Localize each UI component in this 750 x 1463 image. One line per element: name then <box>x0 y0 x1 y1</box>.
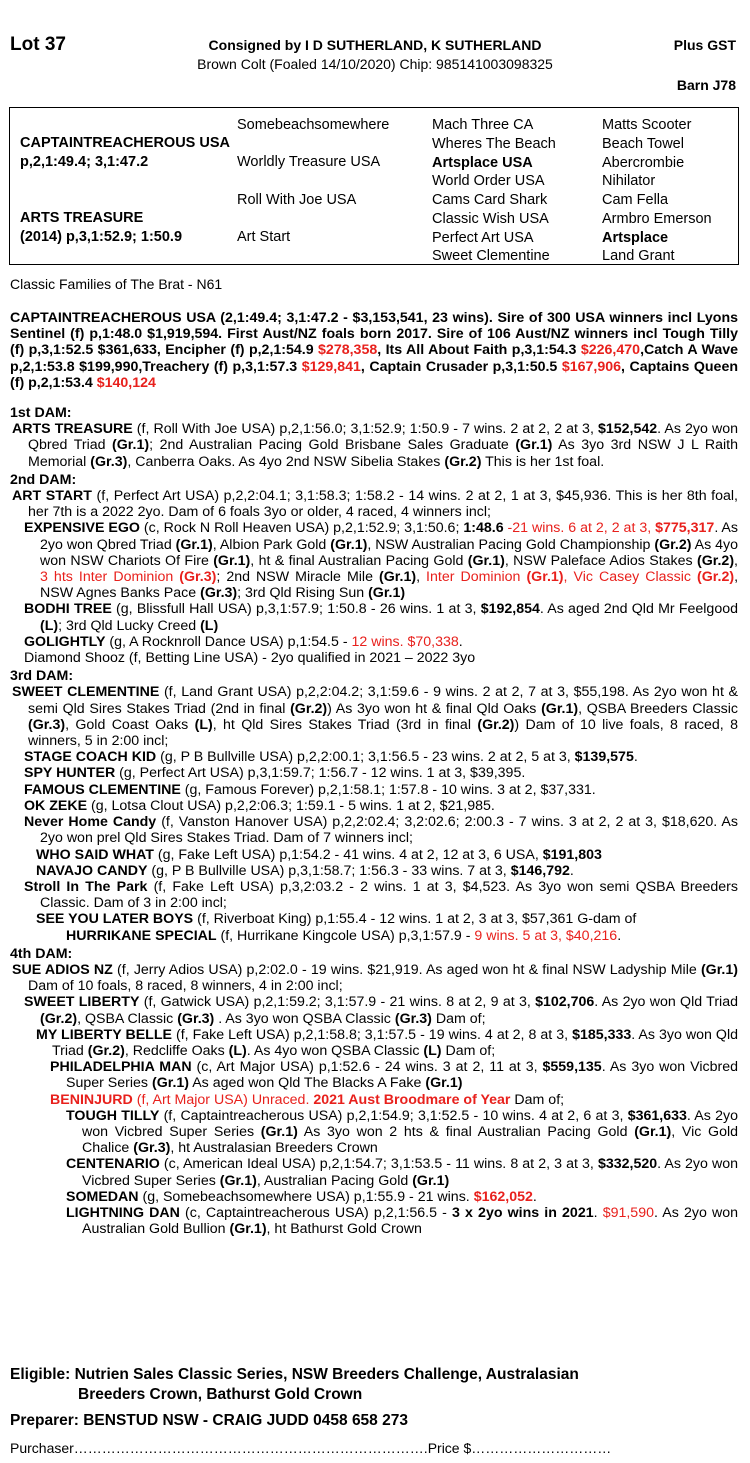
text-segment: Dam of; <box>431 1010 486 1027</box>
text-segment: (c, Captaintreacherous USA) p,2,1:56.5 - <box>179 1204 453 1221</box>
text-segment: As 3yo 3rd NSW J L Raith Memorial <box>28 437 738 470</box>
text-segment: (L) <box>423 1042 442 1059</box>
text-segment: MY LIBERTY BELLE <box>36 1026 172 1043</box>
pedigree-entry <box>10 782 738 798</box>
pedigree-entry <box>10 814 738 846</box>
text-segment: 3 hts Inter Dominion <box>40 569 180 586</box>
text-segment: Dam of 10 foals, 8 raced, 8 winners, 4 in 2:00 incl; <box>28 978 343 995</box>
text-segment: (g, Famous Forever) p,2,1:58.1; 1:57.8 - 10 wins. 3 at 2, $37,331. <box>180 781 596 798</box>
text-segment: (f, Captaintreacherous USA) p,2,1:54.9; 3,1:52.5 - 10 wins. 4 at 2, 6 at 3, <box>159 1107 628 1124</box>
lot-number: Lot 37 <box>10 34 66 55</box>
text-segment: $140,124 <box>96 374 156 391</box>
text-segment: . <box>532 1188 537 1205</box>
text-segment: , NSW Agnes Banks Pace <box>40 569 739 602</box>
pedigree-entry <box>10 928 738 944</box>
text-segment: 2021 Aust Broodmare of Year <box>313 1091 511 1108</box>
text-segment: (Gr.1) <box>425 1075 463 1092</box>
text-segment: . As 2yo won Qld Triad <box>594 994 738 1011</box>
text-segment: (Gr.1) <box>541 700 579 717</box>
pedigree-entry <box>10 601 738 633</box>
text-segment: 1:48.6 <box>463 520 504 537</box>
text-segment: , ht Qld Sires Stakes Triad (3rd in final <box>212 716 478 733</box>
text-segment: , Albion Park Gold <box>212 536 331 553</box>
text-segment: BENINJURD <box>50 1091 133 1108</box>
pedigree-entry <box>10 994 738 1026</box>
text-segment: SPY HUNTER <box>24 765 116 782</box>
text-segment: (f, Vanston Hanover USA) p,2,2:02.4; 3,2:02.6; 2:00.3 - 7 wins. 3 at 2, 2 at 3, $18,620. As 2yo won prel Qld Sires Stakes Triad. Dam of 7 winners incl; <box>40 814 738 847</box>
text-segment: (Gr.3) <box>28 716 66 733</box>
pedigree-cell: Armbro Emerson <box>602 211 712 227</box>
text-segment: , <box>734 552 738 569</box>
text-segment: (g, P B Bullville USA) p,3,1:58.7; 1:56.3 - 33 wins. 7 at 3, <box>147 862 511 879</box>
text-segment: HURRIKANE SPECIAL <box>66 927 217 944</box>
text-segment: . As 2yo won Vicbred Super Series <box>82 1107 738 1140</box>
text-segment: (Gr.1) <box>260 1123 298 1140</box>
text-segment: (g, Lotsa Clout USA) p,2,2:06.3; 1:59.1 - 5 wins. 1 at 2, $21,985. <box>87 797 495 814</box>
dam-sections <box>10 405 738 1237</box>
consignor: Consigned by I D SUTHERLAND, K SUTHERLAND <box>208 37 542 53</box>
text-segment: 9 wins. 5 at 3, $40,216 <box>474 927 618 944</box>
text-segment: (Gr.2) <box>444 453 482 470</box>
text-segment: (g, P B Bullville USA) p,2,2:00.1; 3,1:56.5 - 23 wins. 2 at 2, 5 at 3, <box>156 749 575 766</box>
text-segment: (Gr.1) <box>412 1172 450 1189</box>
text-segment: (Gr.1) <box>219 1172 257 1189</box>
text-segment: SEE YOU LATER BOYS <box>36 911 194 928</box>
text-segment: . As 3yo won QSBA Classic <box>214 1010 395 1027</box>
pedigree-entry <box>10 421 738 470</box>
text-segment: Never Home Candy <box>24 814 157 831</box>
pedigree-entry <box>10 879 738 911</box>
text-segment: This is her 1st foal. <box>481 453 605 470</box>
text-segment: (Gr.1) <box>368 585 406 602</box>
text-segment: As aged won Qld The Blacks A Fake <box>189 1075 426 1092</box>
pedigree-entry <box>10 1059 738 1091</box>
text-segment: (g, Somebeachsomewhere USA) p,1:55.9 - 21 wins. <box>138 1188 474 1205</box>
dam-name: ARTS TREASURE <box>20 210 144 226</box>
text-segment: (Gr.3) <box>90 453 128 470</box>
purchaser-line: Purchaser………………………………………………………………….Price $………………………… <box>10 1440 612 1456</box>
pedigree-entry <box>10 1205 738 1237</box>
text-segment: $278,358 <box>318 342 378 359</box>
text-segment: $185,333 <box>572 1026 632 1043</box>
text-segment: $226,470 <box>580 342 641 359</box>
pedigree-cell: Artsplace <box>602 230 669 246</box>
text-segment: WHO SAID WHAT <box>36 846 154 863</box>
text-segment: . <box>633 749 638 766</box>
text-segment: ; 3rd Qld Rising Sun <box>237 585 369 602</box>
text-segment: . <box>569 862 574 879</box>
text-segment: PHILADELPHIA MAN <box>50 1059 192 1076</box>
text-segment: , Canberra Oaks. As 4yo 2nd NSW Sibelia Stakes <box>127 453 445 470</box>
text-segment: (Gr.1) <box>467 552 505 569</box>
text-segment: OK ZEKE <box>24 797 88 814</box>
text-segment: 3 x 2yo wins in 2021 <box>452 1204 594 1221</box>
text-segment: Inter Dominion <box>426 569 527 586</box>
pedigree-entry <box>10 911 738 927</box>
pedigree-cell: Matts Scooter <box>602 117 692 133</box>
pedigree-cell: Land Grant <box>602 248 675 264</box>
text-segment: (Gr.2) <box>696 552 735 569</box>
text-segment: Vic Casey Classic <box>573 569 698 586</box>
text-segment: (g, Perfect Art USA) p,3,1:59.7; 1:56.7 - 12 wins. 1 at 3, $39,395. <box>115 765 526 782</box>
pedigree-cell: Classic Wish USA <box>432 211 549 227</box>
text-segment: (Gr.3) <box>133 1140 171 1157</box>
pedigree-entry <box>10 650 738 666</box>
eligible-block <box>10 1365 738 1405</box>
text-segment: $191,803 <box>542 846 602 863</box>
pedigree-table <box>9 107 739 265</box>
text-segment: BODHI TREE <box>24 601 112 618</box>
pedigree-cell: Worldly Treasure USA <box>237 154 381 170</box>
text-segment: , Its All About Faith p,3,1:54.3 <box>377 342 581 359</box>
text-segment: $192,854 <box>480 601 540 618</box>
text-segment: (g, A Rocknroll Dance USA) p,1:54.5 - <box>105 633 352 650</box>
text-segment: . As 3yo won Vicbred Super Series <box>66 1059 739 1092</box>
text-segment: . As 2yo won Vicbred Super Series <box>82 1156 738 1189</box>
pedigree-entry <box>10 847 738 863</box>
text-segment: , QSBA Classic <box>77 1010 178 1027</box>
text-segment: (f, Fake Left USA) p,3,2:03.2 - 2 wins. 1 at 3, $4,523. As 3yo won semi QSBA Breeders Classic. Dam of 3 in 2:00 incl; <box>40 878 739 912</box>
text-segment: (Gr.1) <box>175 536 213 553</box>
dam-heading: 2nd DAM: <box>10 471 77 488</box>
text-segment: GOLIGHTLY <box>24 633 106 650</box>
pedigree-cell: World Order USA <box>432 173 545 189</box>
dam-heading: 1st DAM: <box>10 405 72 422</box>
text-segment: (Gr.1) <box>330 536 368 553</box>
text-segment: (Gr.1) <box>634 1123 672 1140</box>
sire-name: CAPTAINTREACHEROUS USA <box>20 135 230 151</box>
text-segment: $775,317 <box>655 520 715 537</box>
pedigree-cell: Abercrombie <box>602 155 685 171</box>
pedigree-entry <box>10 1092 738 1108</box>
catalogue-body <box>10 310 738 1237</box>
pedigree-cell: Artsplace USA <box>432 155 533 171</box>
text-segment: (Gr.1) <box>379 569 417 586</box>
text-segment: $167,906 <box>561 358 621 375</box>
gst-note: Plus GST <box>673 37 736 53</box>
eligible-label: Eligible: <box>10 1366 71 1383</box>
text-segment: , <box>563 569 574 586</box>
text-segment: (c, American Ideal USA) p,2,1:54.7; 3,1:53.5 - 11 wins. 8 at 2, 3 at 3, <box>159 1156 598 1173</box>
dam-heading: 4th DAM: <box>10 945 73 962</box>
text-segment: , Vic Gold Chalice <box>82 1123 739 1157</box>
text-segment: (Gr.2) <box>87 1042 125 1059</box>
pedigree-entry <box>10 684 738 749</box>
text-segment: ; 3rd Qld Lucky Creed <box>58 617 201 634</box>
text-segment: . <box>593 1204 603 1221</box>
text-segment: , NSW Paleface Adios Stakes <box>504 552 697 569</box>
text-segment: (Gr.2) <box>290 700 328 717</box>
text-segment: (f, Art Major USA) Unraced. <box>132 1091 314 1108</box>
text-segment: ; 2nd NSW Miracle Mile <box>216 569 379 586</box>
text-segment: (f, Riverboat King) p,1:55.4 - 12 wins. 1 at 2, 3 at 3, $57,361 G-dam of <box>193 911 637 928</box>
text-segment: (f, Hurrikane Kingcole USA) p,3,1:57.9 - <box>216 927 475 944</box>
text-segment: (Gr.2) <box>654 536 692 553</box>
text-segment: . <box>458 633 463 650</box>
text-segment: (Gr.3) <box>179 569 217 586</box>
text-segment: (L) <box>194 716 213 733</box>
text-segment: $162,052 <box>473 1188 533 1205</box>
text-segment: FAMOUS CLEMENTINE <box>24 781 181 798</box>
pedigree-entry <box>10 1189 738 1205</box>
text-segment: NAVAJO CANDY <box>36 862 148 879</box>
text-segment: (f, Perfect Art USA) p,2,2:04.1; 3,1:58.3; 1:58.2 - 14 wins. 2 at 2, 1 at 3, $45,936. This is her 8th foal, her 7th is a 2022 2yo. Dam of 6 foals 3yo or older, 4 raced, 4 winners incl; <box>28 488 738 521</box>
text-segment: $146,792 <box>510 862 570 879</box>
text-segment: (f, Gatwick USA) p,2,1:59.2; 3,1:57.9 - 21 wins. 8 at 2, 9 at 3, <box>139 994 536 1011</box>
text-segment: ) As 3yo won ht & final Qld Oaks <box>327 700 542 717</box>
pedigree-cell: Art Start <box>237 229 291 245</box>
preparer: Preparer: BENSTUD NSW - CRAIG JUDD 0458 658 273 <box>10 1412 408 1429</box>
text-segment: (g, Blissfull Hall USA) p,3,1:57.9; 1:50.8 - 26 wins. 1 at 3, <box>111 601 481 618</box>
text-segment: (Gr.1) <box>515 437 553 454</box>
text-segment: , NSW Australian Pacing Gold Championship <box>367 536 655 553</box>
dam-record: (2014) p,3,1:52.9; 1:50.9 <box>20 229 183 245</box>
text-segment: ART START <box>12 488 92 505</box>
pedigree-entry <box>10 1027 738 1059</box>
pedigree-entry <box>10 1156 738 1188</box>
text-segment: $129,841 <box>301 358 361 375</box>
text-segment: (f, Jerry Adios USA) p,2:02.0 - 19 wins. $21,919. As aged won ht & final NSW Ladyship Mile <box>112 961 701 978</box>
text-segment: (Gr.3) <box>200 585 238 602</box>
text-segment: ARTS TREASURE <box>12 421 133 438</box>
pedigree-entry <box>10 962 738 994</box>
text-segment: $361,633 <box>627 1107 687 1124</box>
text-segment: Dam of; <box>510 1091 565 1108</box>
text-segment: , ht Australasian Breeders Crown <box>170 1140 378 1157</box>
pedigree-cell: Mach Three CA <box>432 117 534 133</box>
text-segment: (Gr.1) <box>700 961 738 978</box>
pedigree-entry <box>10 749 738 765</box>
text-segment: (L) <box>40 617 59 634</box>
sire-paragraph <box>10 310 738 391</box>
text-segment: , Captain Crusader p,3,1:50.5 <box>360 358 562 375</box>
family-line: Classic Families of The Brat - N61 <box>10 276 223 292</box>
text-segment: $139,575 <box>574 749 634 766</box>
text-segment: . As aged 2nd Qld Mr Feelgood <box>539 601 738 618</box>
pedigree-entry <box>10 520 738 601</box>
pedigree-cell: Roll With Joe USA <box>237 192 357 208</box>
text-segment: , Redcliffe Oaks <box>124 1042 229 1059</box>
text-segment: (Gr.2) <box>697 569 735 586</box>
text-segment: (Gr.1) <box>151 1075 190 1092</box>
text-segment: , Captains Queen (f) p,2,1:53.4 <box>10 358 739 391</box>
text-segment: $91,590 <box>602 1204 654 1221</box>
pedigree-cell: Perfect Art USA <box>432 230 534 246</box>
text-segment: $152,542 <box>597 421 658 438</box>
text-segment: As 4yo won NSW Chariots Of Fire <box>40 536 738 569</box>
text-segment: (Gr.1) <box>229 1221 267 1238</box>
pedigree-entry <box>10 798 738 814</box>
text-segment: TOUGH TILLY <box>66 1107 160 1124</box>
text-segment: , Gold Coast Oaks <box>65 716 195 733</box>
text-segment: As 3yo won 2 hts & final Australian Pacing Gold <box>297 1123 635 1140</box>
text-segment: (Gr.2) <box>477 716 515 733</box>
text-segment: CENTENARIO <box>66 1156 160 1173</box>
text-segment: . As 2yo won Qbred Triad <box>28 421 738 454</box>
text-segment: . As 4yo won QSBA Classic <box>246 1042 424 1059</box>
horse-description: Brown Colt (Foaled 14/10/2020) Chip: 985141003098325 <box>197 56 553 72</box>
pedigree-entry <box>10 765 738 781</box>
text-segment: (g, Fake Left USA) p,1:54.2 - 41 wins. 4 at 2, 12 at 3, 6 USA, <box>153 846 543 863</box>
text-segment: , Australian Pacing Gold <box>256 1172 413 1189</box>
barn-number: Barn J78 <box>676 77 736 93</box>
pedigree-cell: Cam Fella <box>602 192 669 208</box>
text-segment: $102,706 <box>535 994 595 1011</box>
text-segment: (Gr.3) <box>177 1010 215 1027</box>
pedigree-entry <box>10 488 738 520</box>
text-segment: (Gr.3) <box>394 1010 432 1027</box>
pedigree-cell: Wheres The Beach <box>432 136 556 152</box>
text-segment: . As 2yo won Qbred Triad <box>40 520 738 553</box>
sire-record: p,2,1:49.4; 3,1:47.2 <box>20 154 149 170</box>
text-segment: , <box>416 569 427 586</box>
text-segment: SUE ADIOS NZ <box>12 961 113 978</box>
pedigree-entry <box>10 1108 738 1157</box>
text-segment: Dam of; <box>441 1042 496 1059</box>
text-segment: -21 wins. 6 at 2, 2 at 3, <box>503 520 656 537</box>
pedigree-cell: Cams Card Shark <box>432 192 548 208</box>
text-segment: , QSBA Breeders Classic <box>578 700 738 717</box>
text-segment: EXPENSIVE EGO <box>24 520 140 537</box>
pedigree-cell: Somebeachsomewhere <box>237 117 390 133</box>
text-segment: (c, Rock N Roll Heaven USA) p,2,1:52.9; 3,1:50.6; <box>139 520 464 537</box>
text-segment: (f, Land Grant USA) p,2,2:04.2; 3,1:59.6 - 9 wins. 2 at 2, 7 at 3, $55,198. As 2yo won ht & semi Qld Sires Stakes Triad (2nd in final <box>28 684 738 717</box>
text-segment: . <box>617 927 622 944</box>
text-segment: Stroll In The Park <box>24 878 148 895</box>
text-segment: . As 2yo won Australian Gold Bullion <box>82 1204 738 1238</box>
text-segment: (c, Art Major USA) p,1:52.6 - 24 wins. 3 at 2, 11 at 3, <box>191 1059 543 1076</box>
text-segment: , ht & final Australian Pacing Gold <box>250 552 468 569</box>
pedigree-cell: Nihilator <box>602 173 656 189</box>
eligible-line2: Breeders Crown, Bathurst Gold Crown <box>78 1386 363 1403</box>
text-segment: $332,520 <box>597 1156 658 1173</box>
text-segment: 12 wins. $70,338 <box>351 633 459 650</box>
text-segment: SWEET CLEMENTINE <box>12 684 160 701</box>
text-segment: SOMEDAN <box>66 1188 139 1205</box>
text-segment: (L) <box>228 1042 247 1059</box>
text-segment: CAPTAINTREACHEROUS USA (2,1:49.4; 3,1:47.2 - $3,153,541, 23 wins). Sire of 300 USA winners incl Lyons Sentinel (f) p,1:48.0 $1,919,594. First Aust/NZ foals born 2017. Sire of 106 Aust/NZ winners incl Tough Tilly (f) p,3,1:52.5 $361,633, Encipher (f) p,2,1:54.9 <box>10 310 738 359</box>
text-segment: (Gr.1) <box>112 437 150 454</box>
pedigree-entry <box>10 863 738 879</box>
text-segment: SWEET LIBERTY <box>24 994 140 1011</box>
text-segment: . As 3yo won Qld Triad <box>52 1026 738 1059</box>
text-segment: (Gr.1) <box>213 552 251 569</box>
text-segment: STAGE COACH KID <box>24 749 157 766</box>
text-segment: (L) <box>200 617 219 634</box>
text-segment: $559,135 <box>542 1059 602 1076</box>
pedigree-cell: Sweet Clementine <box>432 248 550 264</box>
text-segment: LIGHTNING DAN <box>66 1204 180 1221</box>
text-segment: ,Catch A Wave p,2,1:53.8 $199,990,Treachery (f) p,3,1:57.3 <box>10 342 738 375</box>
text-segment: Diamond Shooz (f, Betting Line USA) - 2yo qualified in 2021 – 2022 3yo <box>24 650 476 667</box>
eligible-line1: Nutrien Sales Classic Series, NSW Breeders Challenge, Australasian <box>70 1366 579 1383</box>
dam-heading: 3rd DAM: <box>10 668 74 685</box>
text-segment: , ht Bathurst Gold Crown <box>266 1221 422 1238</box>
text-segment: (Gr.1) <box>526 569 564 586</box>
pedigree-entry <box>10 634 738 650</box>
text-segment: (f, Fake Left USA) p,2,1:58.8; 3,1:57.5 - 19 wins. 4 at 2, 8 at 3, <box>171 1026 573 1043</box>
text-segment: ; 2nd Australian Pacing Gold Brisbane Sales Graduate <box>149 437 516 454</box>
text-segment: ) Dam of 10 live foals, 8 raced, 8 winners, 5 in 2:00 incl; <box>28 716 738 750</box>
text-segment: (Gr.2) <box>40 1010 78 1027</box>
pedigree-cell: Beach Towel <box>602 136 684 152</box>
text-segment: (f, Roll With Joe USA) p,2,1:56.0; 3,1:52.9; 1:50.9 - 7 wins. 2 at 2, 2 at 3, <box>132 421 598 438</box>
